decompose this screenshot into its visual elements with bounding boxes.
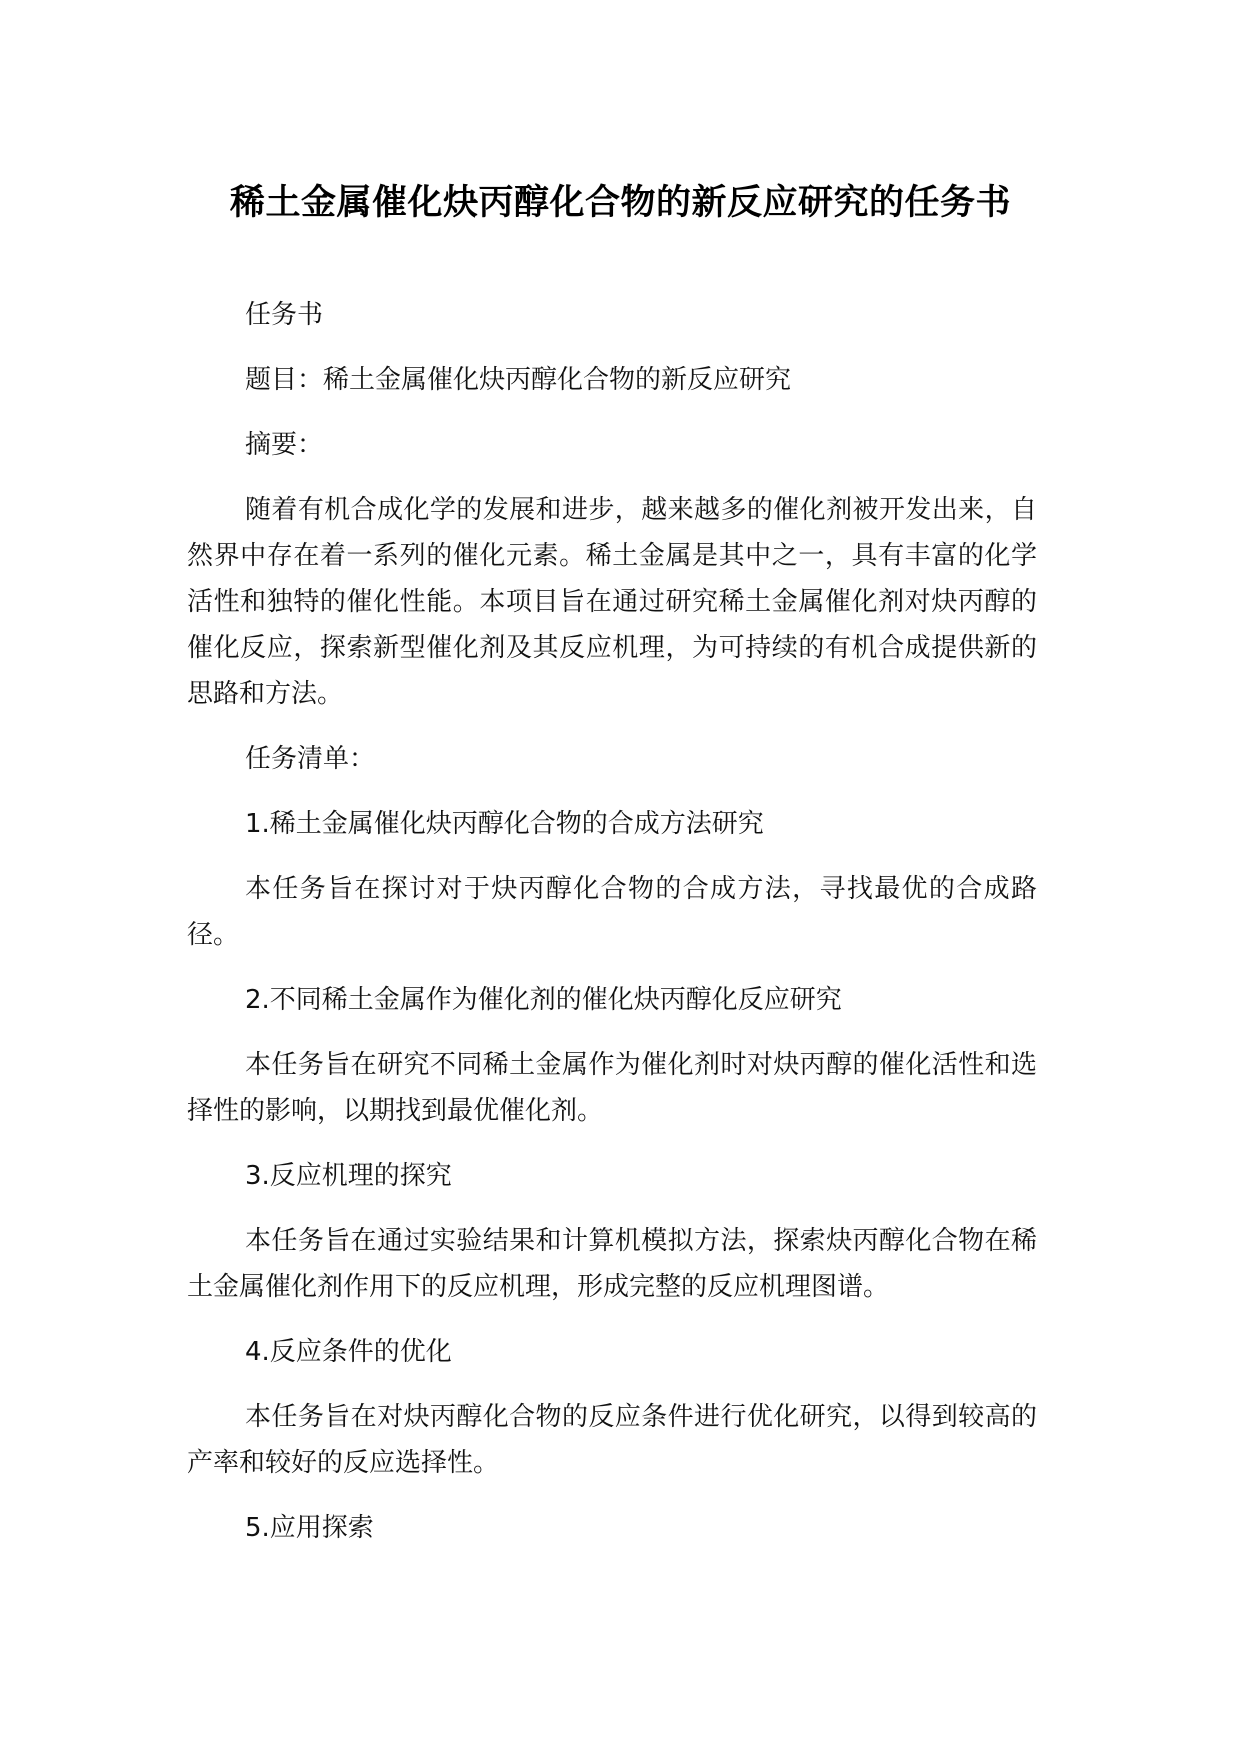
abstract-paragraph: 随着有机合成化学的发展和进步，越来越多的催化剂被开发出来，自然界中存在着一系列的催化元素。稀土金属是其中之一，具有丰富的化学活性和独特的催化性能。本项目旨在通过研究稀土金属催化剂对炔丙醇的催化反应，探索新型催化剂及其反应机理，为可持续的有机合成提供新的思路和方法。 (187, 495, 1037, 709)
task-list-heading: 任务清单： (245, 744, 376, 774)
task-1-heading: 1.稀土金属催化炔丙醇化合物的合成方法研究 (245, 809, 764, 839)
task-1-description: 本任务旨在探讨对于炔丙醇化合物的合成方法，寻找最优的合成路径。 (187, 874, 1037, 950)
topic-line: 题目：稀土金属催化炔丙醇化合物的新反应研究 (245, 365, 792, 395)
document-body (187, 292, 1037, 1570)
task-3-heading: 3.反应机理的探究 (245, 1161, 452, 1191)
abstract-heading: 摘要： (245, 430, 324, 460)
task-4-description: 本任务旨在对炔丙醇化合物的反应条件进行优化研究，以得到较高的产率和较好的反应选择性。 (187, 1402, 1037, 1478)
task-3-description: 本任务旨在通过实验结果和计算机模拟方法，探索炔丙醇化合物在稀土金属催化剂作用下的反应机理，形成完整的反应机理图谱。 (187, 1226, 1037, 1302)
task-5-heading: 5.应用探索 (245, 1513, 374, 1543)
task-2-description: 本任务旨在研究不同稀土金属作为催化剂时对炔丙醇的催化活性和选择性的影响，以期找到最优催化剂。 (187, 1050, 1037, 1126)
section-heading-task-book: 任务书 (245, 300, 324, 330)
task-2-heading: 2.不同稀土金属作为催化剂的催化炔丙醇化反应研究 (245, 985, 842, 1015)
task-4-heading: 4.反应条件的优化 (245, 1337, 452, 1367)
document-title: 稀土金属催化炔丙醇化合物的新反应研究的任务书 (229, 183, 1011, 223)
